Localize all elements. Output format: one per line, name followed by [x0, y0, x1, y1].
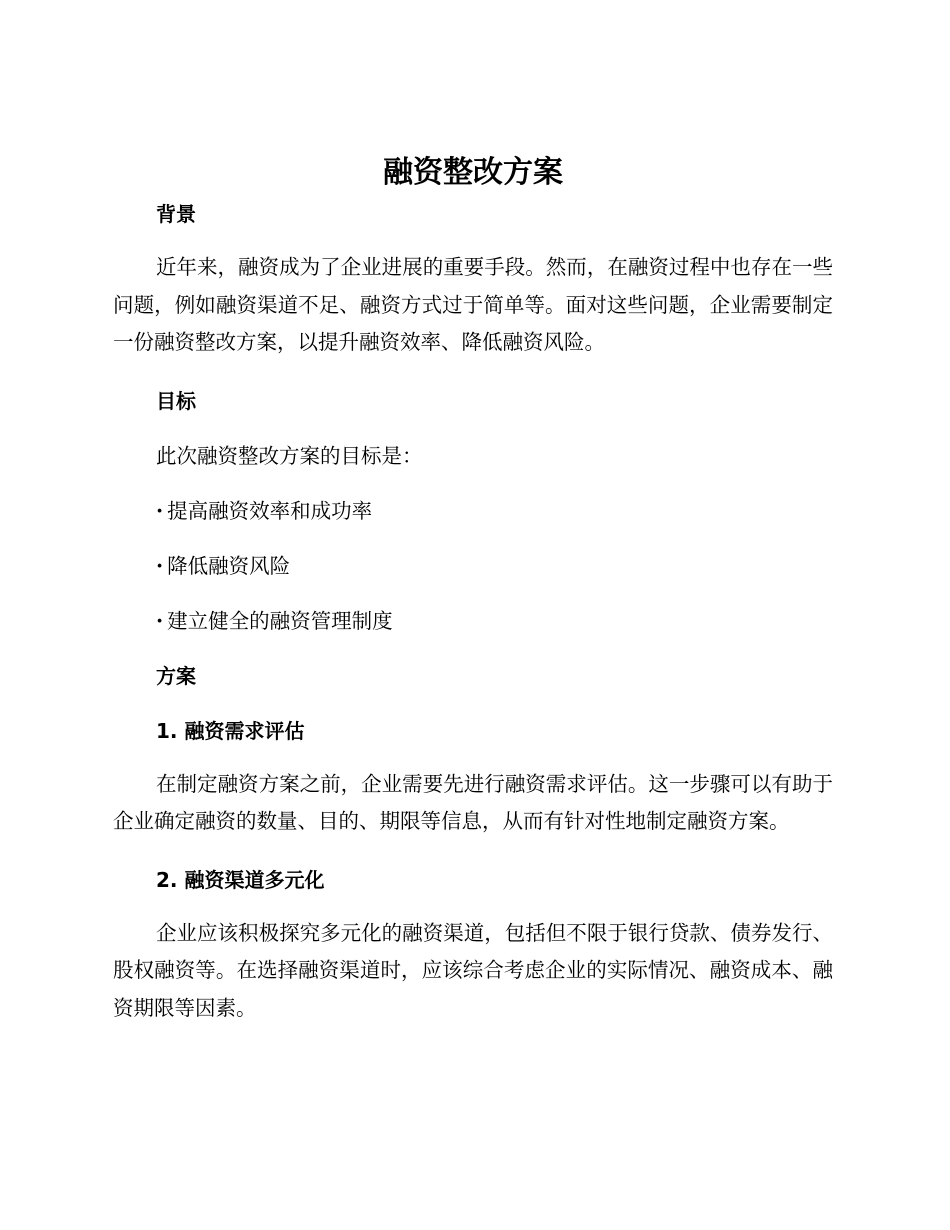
goals-list: [113, 497, 833, 635]
list-item: [113, 497, 833, 525]
step-paragraph-1: 在制定融资方案之前，企业需要先进行融资需求评估。这一步骤可以有助于企业确定融资的数量、目的、期限等信息，从而有针对性地制定融资方案。: [113, 771, 833, 833]
bullet-icon: ·: [156, 608, 164, 633]
step-heading-1: 1. 融资需求评估: [156, 718, 305, 743]
list-item: [113, 552, 833, 580]
section-heading-goals: 目标: [156, 388, 196, 413]
section-heading-plan: 方案: [156, 663, 196, 688]
document-content: [113, 150, 833, 1027]
list-item-text: 建立健全的融资管理制度: [167, 608, 393, 633]
section-heading-background: 背景: [156, 202, 196, 226]
list-item-text: 降低融资风险: [167, 553, 291, 578]
step-heading-2: 2. 融资渠道多元化: [156, 867, 325, 892]
list-item: [113, 607, 833, 635]
bullet-icon: ·: [156, 553, 164, 578]
goals-intro: 此次融资整改方案的目标是：: [156, 443, 423, 468]
document-title: 融资整改方案: [383, 155, 563, 190]
bullet-icon: ·: [156, 498, 164, 523]
background-paragraph: 近年来，融资成为了企业进展的重要手段。然而，在融资过程中也存在一些问题，例如融资渠道不足、融资方式过于简单等。面对这些问题，企业需要制定一份融资整改方案，以提升融资效率、降低融资风险。: [113, 255, 833, 354]
list-item-text: 提高融资效率和成功率: [167, 498, 373, 523]
step-paragraph-2: 企业应该积极探究多元化的融资渠道，包括但不限于银行贷款、债券发行、股权融资等。在选择融资渠道时，应该综合考虑企业的实际情况、融资成本、融资期限等因素。: [113, 920, 833, 1020]
